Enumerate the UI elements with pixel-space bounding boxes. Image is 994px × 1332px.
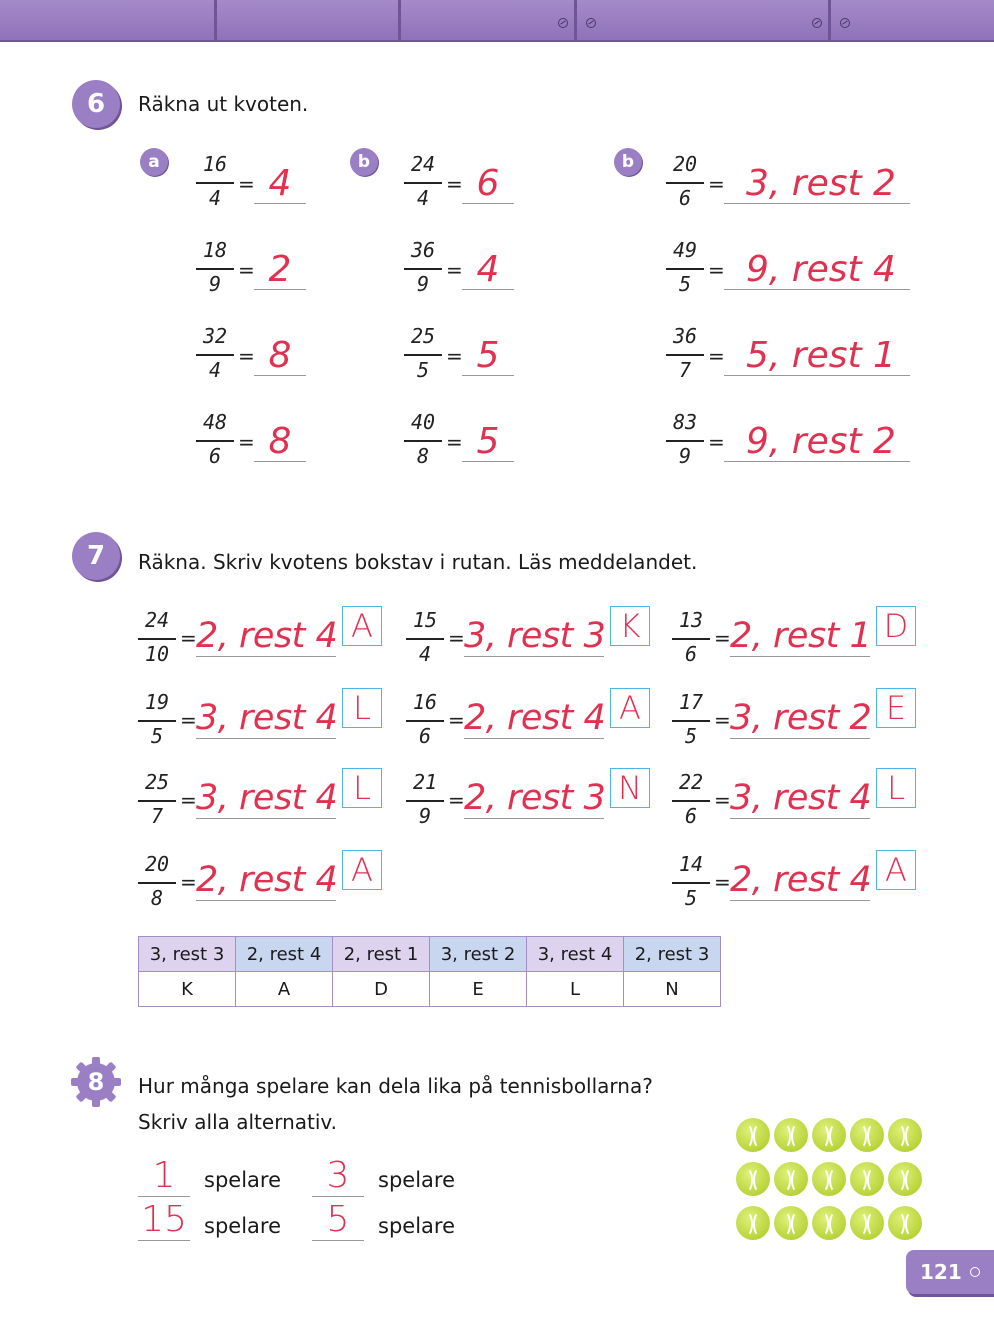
denominator: 4	[208, 358, 222, 382]
screw-icon	[840, 18, 850, 28]
fraction	[400, 234, 446, 304]
numerator: 20	[144, 852, 170, 876]
equals-sign: =	[708, 172, 725, 196]
denominator: 4	[418, 642, 432, 666]
denominator: 7	[678, 358, 692, 382]
denominator: 6	[208, 444, 222, 468]
equals-sign: =	[238, 258, 255, 282]
numerator: 13	[678, 608, 704, 632]
denominator: 5	[150, 724, 164, 748]
denominator: 9	[208, 272, 222, 296]
quotient-answer[interactable]: 5	[462, 336, 514, 376]
key-quotient-cell: 2, rest 3	[624, 937, 721, 972]
denominator: 5	[684, 886, 698, 910]
players-unit-label: spelare	[204, 1168, 281, 1192]
answer-key-table	[138, 936, 721, 1007]
quotient-answer[interactable]: 8	[254, 422, 306, 462]
page-number-tab	[906, 1250, 994, 1294]
fraction	[134, 686, 180, 756]
task-8-number: 8	[87, 1068, 105, 1096]
quotient-answer[interactable]: 3, rest 2	[724, 164, 910, 204]
numerator: 48	[202, 410, 228, 434]
tennis-ball-icon	[812, 1206, 846, 1240]
letter-box[interactable]: K	[610, 606, 650, 646]
key-letter-cell: L	[527, 972, 624, 1007]
letter-box[interactable]: A	[610, 688, 650, 728]
letter-box[interactable]: A	[342, 606, 382, 646]
letter-box[interactable]: N	[610, 768, 650, 808]
numerator: 18	[202, 238, 228, 262]
tennis-ball-icon	[850, 1162, 884, 1196]
numerator: 16	[202, 152, 228, 176]
fraction	[402, 686, 448, 756]
key-quotient-cell: 3, rest 2	[430, 937, 527, 972]
fraction-bar	[666, 354, 704, 356]
fraction	[402, 766, 448, 836]
equals-sign: =	[708, 430, 725, 454]
fraction-bar	[666, 268, 704, 270]
letter-box[interactable]: L	[342, 688, 382, 728]
tennis-ball-icon	[812, 1162, 846, 1196]
numerator: 25	[144, 770, 170, 794]
numerator: 24	[410, 152, 436, 176]
denominator: 5	[678, 272, 692, 296]
numerator: 17	[678, 690, 704, 714]
denominator: 7	[150, 804, 164, 828]
fraction-bar	[138, 638, 176, 640]
fraction	[134, 766, 180, 836]
fraction-bar	[406, 638, 444, 640]
quotient-answer[interactable]: 9, rest 2	[724, 422, 910, 462]
denominator: 8	[416, 444, 430, 468]
quotient-answer[interactable]: 5	[462, 422, 514, 462]
players-unit-label: spelare	[378, 1168, 455, 1192]
letter-box[interactable]: E	[876, 688, 916, 728]
numerator: 15	[412, 608, 438, 632]
key-letter-cell: K	[139, 972, 236, 1007]
task-6-instruction: Räkna ut kvoten.	[138, 92, 309, 116]
tennis-ball-icon	[888, 1206, 922, 1240]
equals-sign: =	[446, 344, 463, 368]
letter-box[interactable]: A	[342, 850, 382, 890]
task-8-instruction-line2: Skriv alla alternativ.	[138, 1110, 338, 1134]
players-answer-3[interactable]: 15	[138, 1200, 190, 1241]
fraction	[662, 406, 708, 476]
fraction	[668, 766, 714, 836]
fraction-bar	[672, 882, 710, 884]
key-letter-cell: D	[333, 972, 430, 1007]
fraction	[668, 686, 714, 756]
fraction-bar	[406, 800, 444, 802]
quotient-answer[interactable]: 3, rest 4	[196, 698, 338, 738]
numerator: 22	[678, 770, 704, 794]
fraction-bar	[404, 182, 442, 184]
tennis-ball-icon	[774, 1162, 808, 1196]
fraction	[134, 848, 180, 918]
fraction-bar	[138, 720, 176, 722]
banner-divider	[574, 0, 577, 40]
equals-sign: =	[708, 258, 725, 282]
quotient-answer[interactable]: 3, rest 3	[464, 616, 606, 656]
letter-box[interactable]: D	[876, 606, 916, 646]
task-number-8	[70, 1056, 122, 1108]
numerator: 83	[672, 410, 698, 434]
subtask-label-b: b	[350, 148, 378, 176]
fraction-bar	[404, 354, 442, 356]
quotient-answer[interactable]: 6	[462, 164, 514, 204]
fraction	[662, 320, 708, 390]
equals-sign: =	[448, 626, 465, 650]
numerator: 40	[410, 410, 436, 434]
denominator: 6	[684, 642, 698, 666]
page-number: 121	[920, 1260, 962, 1284]
fraction	[402, 604, 448, 674]
equals-sign: =	[238, 430, 255, 454]
tennis-ball-icon	[888, 1118, 922, 1152]
task-number-7: 7	[72, 532, 120, 580]
equals-sign: =	[180, 708, 197, 732]
tennis-ball-icon	[774, 1118, 808, 1152]
numerator: 19	[144, 690, 170, 714]
players-answer-1[interactable]: 1	[138, 1156, 190, 1197]
numerator: 36	[672, 324, 698, 348]
denominator: 8	[150, 886, 164, 910]
banner-divider	[214, 0, 217, 40]
key-quotient-cell: 3, rest 4	[527, 937, 624, 972]
denominator: 5	[684, 724, 698, 748]
quotient-answer[interactable]: 2, rest 4	[730, 860, 872, 900]
numerator: 24	[144, 608, 170, 632]
screw-icon	[558, 18, 568, 28]
banner-divider	[398, 0, 401, 40]
numerator: 20	[672, 152, 698, 176]
equals-sign: =	[446, 430, 463, 454]
quotient-answer[interactable]: 3, rest 4	[196, 778, 338, 818]
screw-icon	[586, 18, 596, 28]
fraction	[400, 406, 446, 476]
equals-sign: =	[238, 172, 255, 196]
equals-sign: =	[448, 708, 465, 732]
tennis-ball-icon	[850, 1206, 884, 1240]
players-unit-label: spelare	[378, 1214, 455, 1238]
fraction-bar	[404, 268, 442, 270]
quotient-answer[interactable]: 3, rest 2	[730, 698, 872, 738]
fraction-bar	[406, 720, 444, 722]
numerator: 14	[678, 852, 704, 876]
quotient-answer[interactable]: 2, rest 4	[196, 860, 338, 900]
fraction	[400, 148, 446, 218]
tennis-ball-icon	[850, 1118, 884, 1152]
fraction-bar	[196, 354, 234, 356]
tennis-ball-icon	[812, 1118, 846, 1152]
players-answer-2[interactable]: 3	[312, 1156, 364, 1197]
subtask-label-b2: b	[614, 148, 642, 176]
fraction-bar	[672, 720, 710, 722]
fraction-bar	[196, 182, 234, 184]
denominator: 9	[678, 444, 692, 468]
equals-sign: =	[446, 172, 463, 196]
fraction	[192, 406, 238, 476]
denominator: 6	[678, 186, 692, 210]
players-unit-label: spelare	[204, 1214, 281, 1238]
quotient-answer[interactable]: 8	[254, 336, 306, 376]
key-quotient-cell: 2, rest 1	[333, 937, 430, 972]
quotient-answer[interactable]: 2, rest 1	[730, 616, 872, 656]
fraction-bar	[196, 268, 234, 270]
fraction-bar	[672, 800, 710, 802]
fraction	[668, 604, 714, 674]
equals-sign: =	[714, 626, 731, 650]
denominator: 4	[416, 186, 430, 210]
quotient-answer[interactable]: 2, rest 3	[464, 778, 606, 818]
screw-icon	[970, 1267, 980, 1277]
key-quotient-cell: 3, rest 3	[139, 937, 236, 972]
fraction-bar	[666, 182, 704, 184]
denominator: 6	[418, 724, 432, 748]
fraction	[192, 234, 238, 304]
task-8-instruction-line1: Hur många spelare kan dela lika på tennisbollarna?	[138, 1074, 653, 1098]
numerator: 36	[410, 238, 436, 262]
equals-sign: =	[714, 788, 731, 812]
quotient-answer[interactable]: 2	[254, 250, 306, 290]
quotient-answer[interactable]: 2, rest 4	[464, 698, 606, 738]
quotient-answer[interactable]: 2, rest 4	[196, 616, 338, 656]
letter-box[interactable]: L	[342, 768, 382, 808]
denominator: 6	[684, 804, 698, 828]
tennis-ball-icon	[736, 1162, 770, 1196]
equals-sign: =	[714, 870, 731, 894]
key-letter-cell: N	[624, 972, 721, 1007]
quotient-answer[interactable]: 4	[254, 164, 306, 204]
equals-sign: =	[238, 344, 255, 368]
subtask-label-a: a	[140, 148, 168, 176]
quotient-answer[interactable]: 9, rest 4	[724, 250, 910, 290]
key-quotient-cell: 2, rest 4	[236, 937, 333, 972]
tennis-ball-icon	[736, 1118, 770, 1152]
numerator: 32	[202, 324, 228, 348]
equals-sign: =	[180, 626, 197, 650]
fraction	[662, 234, 708, 304]
task-number-6: 6	[72, 80, 120, 128]
fraction	[192, 320, 238, 390]
fraction-bar	[138, 882, 176, 884]
tennis-ball-icon	[888, 1162, 922, 1196]
task-7-instruction: Räkna. Skriv kvotens bokstav i rutan. Läs meddelandet.	[138, 550, 698, 574]
denominator: 9	[416, 272, 430, 296]
banner-divider	[828, 0, 831, 40]
equals-sign: =	[180, 870, 197, 894]
equals-sign: =	[448, 788, 465, 812]
fraction	[662, 148, 708, 218]
equals-sign: =	[446, 258, 463, 282]
tennis-ball-icon	[736, 1206, 770, 1240]
quotient-answer[interactable]: 4	[462, 250, 514, 290]
fraction	[134, 604, 180, 674]
screw-icon	[812, 18, 822, 28]
fraction-bar	[672, 638, 710, 640]
numerator: 21	[412, 770, 438, 794]
fraction-bar	[138, 800, 176, 802]
denominator: 10	[144, 642, 170, 666]
letter-box[interactable]: A	[876, 850, 916, 890]
fraction	[668, 848, 714, 918]
fraction-bar	[404, 440, 442, 442]
key-letter-cell: A	[236, 972, 333, 1007]
denominator: 4	[208, 186, 222, 210]
denominator: 9	[418, 804, 432, 828]
equals-sign: =	[714, 708, 731, 732]
equals-sign: =	[180, 788, 197, 812]
quotient-answer[interactable]: 3, rest 4	[730, 778, 872, 818]
denominator: 5	[416, 358, 430, 382]
players-answer-4[interactable]: 5	[312, 1200, 364, 1241]
numerator: 25	[410, 324, 436, 348]
numerator: 49	[672, 238, 698, 262]
quotient-answer[interactable]: 5, rest 1	[724, 336, 910, 376]
top-banner	[0, 0, 994, 42]
fraction-bar	[196, 440, 234, 442]
letter-box[interactable]: L	[876, 768, 916, 808]
tennis-ball-icon	[774, 1206, 808, 1240]
fraction	[192, 148, 238, 218]
equals-sign: =	[708, 344, 725, 368]
fraction-bar	[666, 440, 704, 442]
key-letter-cell: E	[430, 972, 527, 1007]
fraction	[400, 320, 446, 390]
numerator: 16	[412, 690, 438, 714]
